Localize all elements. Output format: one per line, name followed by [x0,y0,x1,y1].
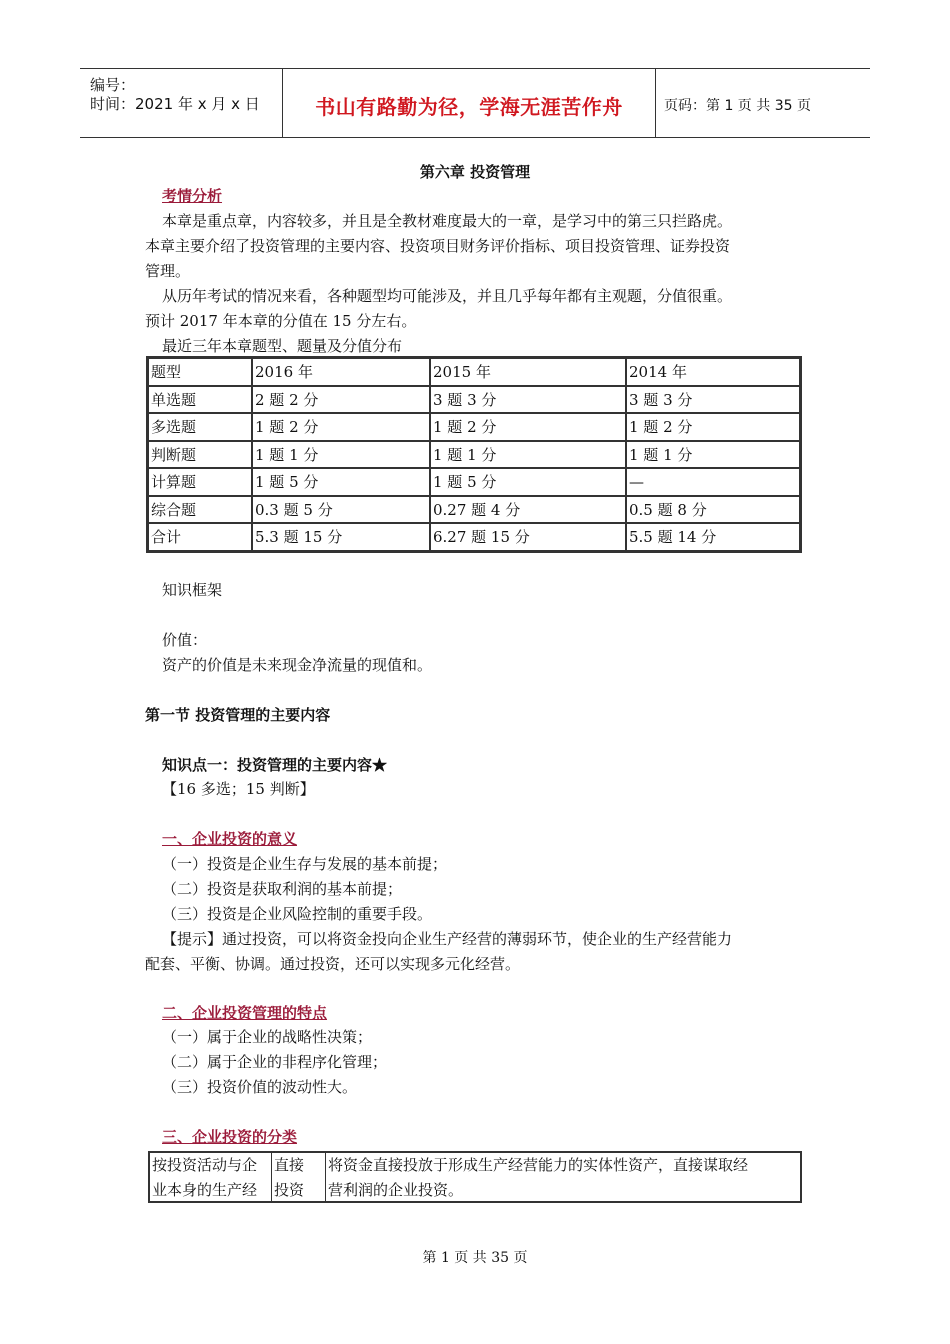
doc-number-label: 编号： [90,76,136,94]
table-header-cell: 2014 年 [626,358,800,386]
header-motto: 书山有路勤为径，学海无涯苦作舟 [315,95,623,119]
table-cell: 1 题 5 分 [430,468,626,496]
list-item: （二）属于企业的非程序化管理； [162,1053,388,1071]
list-item: （二）投资是获取利润的基本前提； [162,880,403,898]
list-item: （三）投资价值的波动性大。 [162,1078,358,1096]
table-cell: 5.5 题 14 分 [626,523,800,551]
table-cell: 1 题 1 分 [430,441,626,469]
table-header-row [148,358,800,386]
knowledge-point-title: 知识点一：投资管理的主要内容★ [162,756,388,774]
table-cell: 1 题 5 分 [252,468,430,496]
table-cell [326,1153,800,1201]
value-label: 价值： [162,631,208,649]
knowledge-framework-label: 知识框架 [162,581,223,599]
table-cell: 1 题 2 分 [626,413,800,441]
table-row [148,441,800,469]
table-cell: 0.27 题 4 分 [430,496,626,524]
exam-analysis-p2-line2: 预计 2017 年本章的分值在 15 分左右。 [145,312,417,330]
table-row [148,413,800,441]
exam-analysis-p1-line1: 本章是重点章，内容较多，并且是全教材难度最大的一章，是学习中的第三只拦路虎。 [162,212,733,230]
subsection-heading: 三、企业投资的分类 [162,1128,298,1146]
investment-classification-table [148,1151,802,1203]
header-meta-cell [80,69,282,137]
value-text: 资产的价值是未来现金净流量的现值和。 [162,656,433,674]
cell-line: 业本身的生产经 [152,1181,258,1199]
page-footer: 第 1 页 共 35 页 [422,1250,528,1266]
exam-table-caption: 最近三年本章题型、题量及分值分布 [162,337,403,355]
cell-line: 按投资活动与企 [152,1156,258,1174]
table-cell: 判断题 [148,441,252,469]
tip-line2: 配套、平衡、协调。通过投资，还可以实现多元化经营。 [145,955,521,973]
table-cell: 2 题 2 分 [252,386,430,414]
table-cell: — [626,468,800,496]
list-item: （一）属于企业的战略性决策； [162,1028,373,1046]
cell-line: 营利润的企业投资。 [328,1181,464,1199]
table-row [148,496,800,524]
table-cell [150,1153,272,1201]
exam-distribution-table [146,356,802,553]
table-cell: 1 题 2 分 [252,413,430,441]
table-cell: 合计 [148,523,252,551]
list-item: （一）投资是企业生存与发展的基本前提； [162,855,448,873]
table-cell: 5.3 题 15 分 [252,523,430,551]
header-motto-cell [282,69,656,137]
table-cell: 1 题 2 分 [430,413,626,441]
table-row [148,523,800,551]
tip-line1: 【提示】通过投资，可以将资金投向企业生产经营的薄弱环节，使企业的生产经营能力 [162,930,733,948]
table-header-cell: 2015 年 [430,358,626,386]
table-cell: 多选题 [148,413,252,441]
table-row [148,386,800,414]
table-row [148,468,800,496]
table-cell: 0.3 题 5 分 [252,496,430,524]
table-header-cell: 题型 [148,358,252,386]
doc-time-label: 时间：2021 年 x 月 x 日 [90,95,260,113]
page-header [80,68,870,138]
table-cell: 计算题 [148,468,252,496]
exam-analysis-heading: 考情分析 [162,187,223,205]
header-page-label: 页码：第 1 页 共 35 页 [664,98,811,114]
table-cell: 6.27 题 15 分 [430,523,626,551]
subsection-heading: 一、企业投资的意义 [162,830,298,848]
table-cell: 单选题 [148,386,252,414]
section-title: 第一节 投资管理的主要内容 [145,706,331,724]
table-cell: 综合题 [148,496,252,524]
table-header-cell: 2016 年 [252,358,430,386]
subsection-heading: 二、企业投资管理的特点 [162,1004,328,1022]
header-page-cell [656,69,870,137]
cell-line: 直接 [274,1156,305,1174]
table-cell [272,1153,326,1201]
exam-analysis-p2-line1: 从历年考试的情况来看，各种题型均可能涉及，并且几乎每年都有主观题，分值很重。 [162,287,733,305]
cell-line: 将资金直接投放于形成生产经营能力的实体性资产，直接谋取经 [328,1156,749,1174]
table-cell: 3 题 3 分 [626,386,800,414]
table-cell: 0.5 题 8 分 [626,496,800,524]
cell-line: 投资 [274,1181,305,1199]
exam-analysis-p1-line2: 本章主要介绍了投资管理的主要内容、投资项目财务评价指标、项目投资管理、证券投资 [145,237,731,255]
knowledge-point-tag: 【16 多选；15 判断】 [162,780,315,798]
table-cell: 3 题 3 分 [430,386,626,414]
list-item: （三）投资是企业风险控制的重要手段。 [162,905,433,923]
table-cell: 1 题 1 分 [252,441,430,469]
exam-analysis-p1-line3: 管理。 [145,262,191,280]
table-cell: 1 题 1 分 [626,441,800,469]
chapter-title: 第六章 投资管理 [419,163,531,181]
